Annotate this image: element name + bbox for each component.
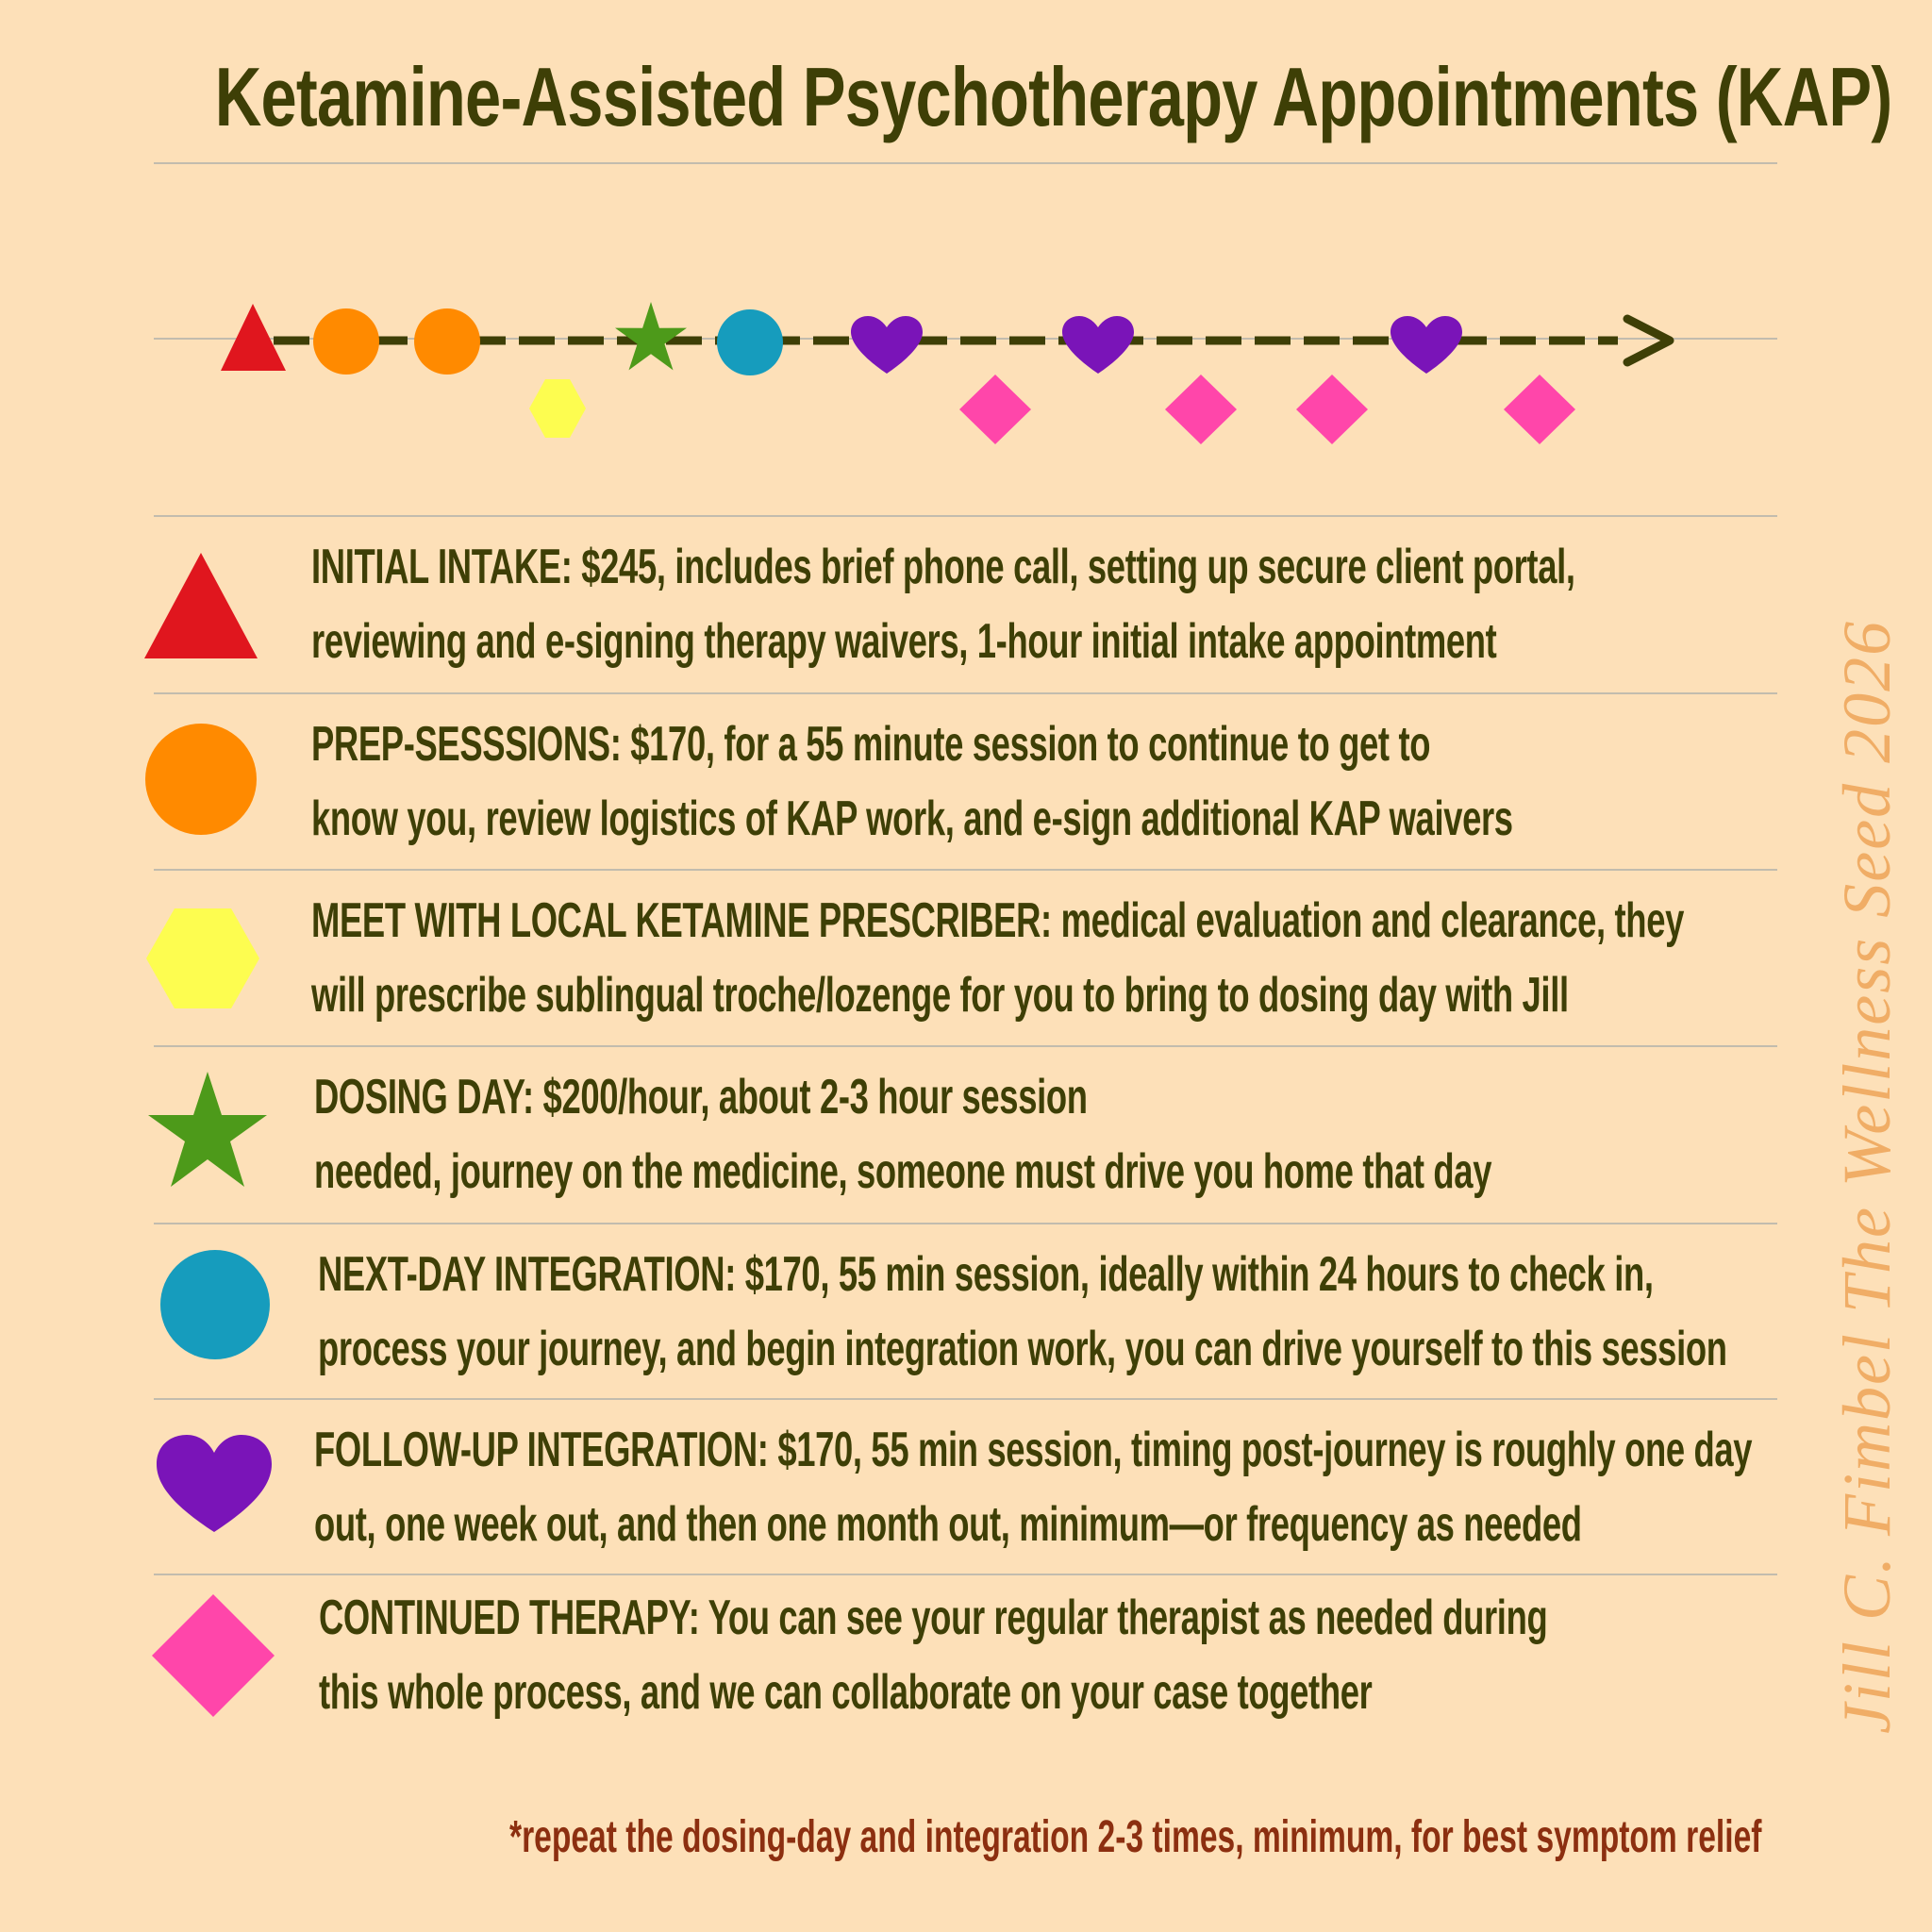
legend-heading: INITIAL INTAKE:: [311, 540, 573, 594]
diamond-icon: [1296, 375, 1368, 444]
footnote: *repeat the dosing-day and integration 2-3 times, minimum, for best symptom relief: [509, 1812, 1762, 1862]
legend-description: DOSING DAY: $200/hour, about 2-3 hour session needed, journey on the medicine, someone must drive you home that day: [314, 1070, 1492, 1199]
circle-orange-icon: [414, 308, 480, 375]
legend-item-follow-up-integration: [0, 1400, 1777, 1575]
heart-icon: [1062, 316, 1134, 374]
legend-item-dosing-day: [0, 1047, 1777, 1223]
legend-item-ketamine-prescriber: [0, 871, 1777, 1046]
legend-heading: NEXT-DAY INTEGRATION:: [318, 1247, 736, 1302]
circle-orange-icon: [313, 308, 379, 375]
legend-description: INITIAL INTAKE: $245, includes brief phone call, setting up secure client portal, reviewing and e-signing therapy waivers, 1-hour initial intake appointment: [311, 540, 1575, 669]
page-title: Ketamine-Assisted Psychotherapy Appointments (KAP): [214, 50, 1892, 143]
circle-teal-icon: [159, 1249, 271, 1360]
diamond-icon: [1165, 375, 1237, 444]
circle-teal-icon: [717, 309, 783, 375]
heart-icon: [851, 316, 923, 374]
triangle-icon: [142, 547, 260, 664]
legend-item-initial-intake: [0, 517, 1777, 692]
diamond-icon: [959, 375, 1031, 444]
legend-heading: CONTINUED THERAPY:: [319, 1591, 700, 1645]
legend-description: MEET WITH LOCAL KETAMINE PRESCRIBER: medical evaluation and clearance, they will prescribe sublingual troche/lozenge for you to bring to dosing day with Jill: [311, 893, 1684, 1023]
arrow-right-icon: [1627, 319, 1670, 362]
legend-heading: MEET WITH LOCAL KETAMINE PRESCRIBER:: [311, 893, 1052, 948]
heart-icon: [1391, 316, 1462, 374]
legend-heading: DOSING DAY:: [314, 1070, 534, 1124]
signature-watermark: Jill C. Fimbel The Wellness Seed 2026: [1829, 619, 1905, 1734]
appointment-timeline: [0, 274, 1932, 453]
heart-icon: [155, 1432, 274, 1536]
legend-heading: PREP-SESSSIONS:: [311, 717, 622, 772]
hexagon-icon: [529, 379, 586, 438]
legend-item-prep-sessions: [0, 694, 1777, 870]
legend-description: CONTINUED THERAPY: You can see your regular therapist as needed during this whole process, and we can collaborate on your case together: [319, 1591, 1548, 1720]
star-icon: [145, 1070, 270, 1191]
title-divider: [154, 162, 1777, 164]
diamond-icon: [1504, 375, 1575, 444]
hexagon-icon: [144, 907, 261, 1010]
circle-orange-icon: [144, 723, 258, 836]
legend-description: NEXT-DAY INTEGRATION: $170, 55 min session, ideally within 24 hours to check in, process your journey, and begin integration work, you can drive yourself to this session: [318, 1247, 1727, 1376]
legend-item-continued-therapy: [0, 1575, 1777, 1751]
legend-item-next-day-integration: [0, 1224, 1777, 1400]
legend-description: FOLLOW-UP INTEGRATION: $170, 55 min session, timing post-journey is roughly one day out, one week out, and then one month out, minimum—or frequency as needed: [314, 1423, 1753, 1552]
star-icon: [615, 302, 687, 370]
legend-heading: FOLLOW-UP INTEGRATION:: [314, 1423, 769, 1477]
legend-description: PREP-SESSSIONS: $170, for a 55 minute session to continue to get to know you, review logistics of KAP work, and e-sign additional KAP waivers: [311, 717, 1513, 846]
diamond-icon: [150, 1592, 276, 1719]
